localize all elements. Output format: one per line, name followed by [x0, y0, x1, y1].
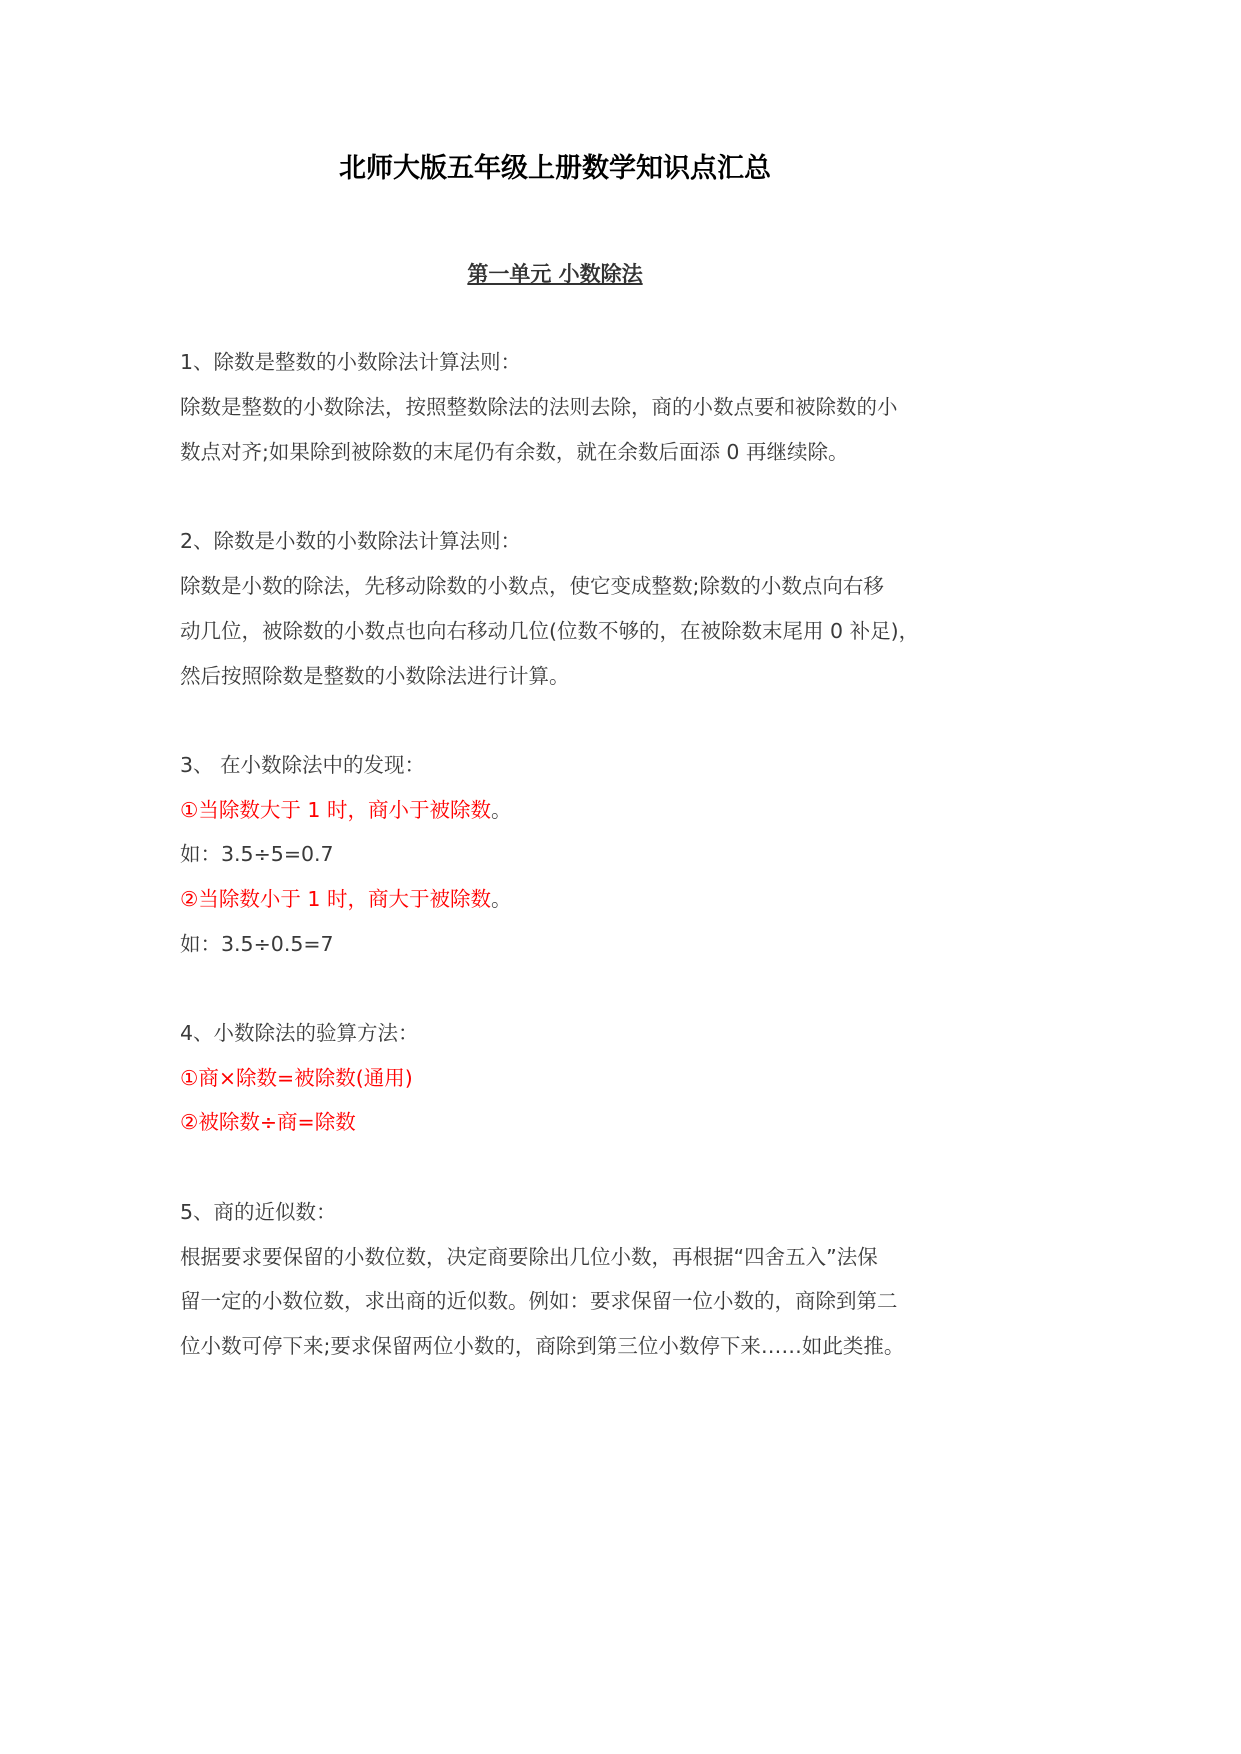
section-2-line: 除数是小数的除法，先移动除数的小数点，使它变成整数;除数的小数点向右移	[180, 574, 884, 598]
section-1-line: 除数是整数的小数除法，按照整数除法的法则去除，商的小数点要和被除数的小	[180, 395, 898, 419]
section-1-heading: 1、除数是整数的小数除法计算法则：	[180, 350, 522, 374]
section-1-line: 数点对齐;如果除到被除数的末尾仍有余数，就在余数后面添 0 再继续除。	[180, 440, 849, 464]
document-title: 北师大版五年级上册数学知识点汇总	[339, 153, 771, 184]
section-2-line: 然后按照除数是整数的小数除法进行计算。	[180, 664, 570, 688]
section-3-heading: 3、 在小数除法中的发现：	[180, 753, 426, 777]
section-2-heading: 2、除数是小数的小数除法计算法则：	[180, 529, 522, 553]
section-3-example-2: 如：3.5÷0.5=7	[180, 932, 334, 956]
unit-heading: 第一单元 小数除法	[467, 262, 643, 286]
section-4-heading: 4、小数除法的验算方法：	[180, 1021, 419, 1045]
section-4-method-2: ②被除数÷商=除数	[180, 1110, 356, 1134]
section-5-line: 根据要求要保留的小数位数，决定商要除出几位小数，再根据“四舍五入”法保	[180, 1245, 878, 1269]
section-5-heading: 5、商的近似数：	[180, 1200, 337, 1224]
section-5-line: 位小数可停下来;要求保留两位小数的，商除到第三位小数停下来……如此类推。	[180, 1334, 905, 1358]
section-2-line: 动几位，被除数的小数点也向右移动几位(位数不够的，在被除数末尾用 0 补足)，	[180, 619, 920, 643]
section-3-rule-2: ②当除数小于 1 时，商大于被除数。	[180, 887, 512, 911]
section-3-example-1: 如：3.5÷5=0.7	[180, 842, 334, 866]
section-3-rule-1: ①当除数大于 1 时，商小于被除数。	[180, 798, 512, 822]
section-4-method-1: ①商×除数=被除数(通用)	[180, 1066, 413, 1090]
section-5-line: 留一定的小数位数，求出商的近似数。例如：要求保留一位小数的，商除到第二	[180, 1289, 898, 1313]
